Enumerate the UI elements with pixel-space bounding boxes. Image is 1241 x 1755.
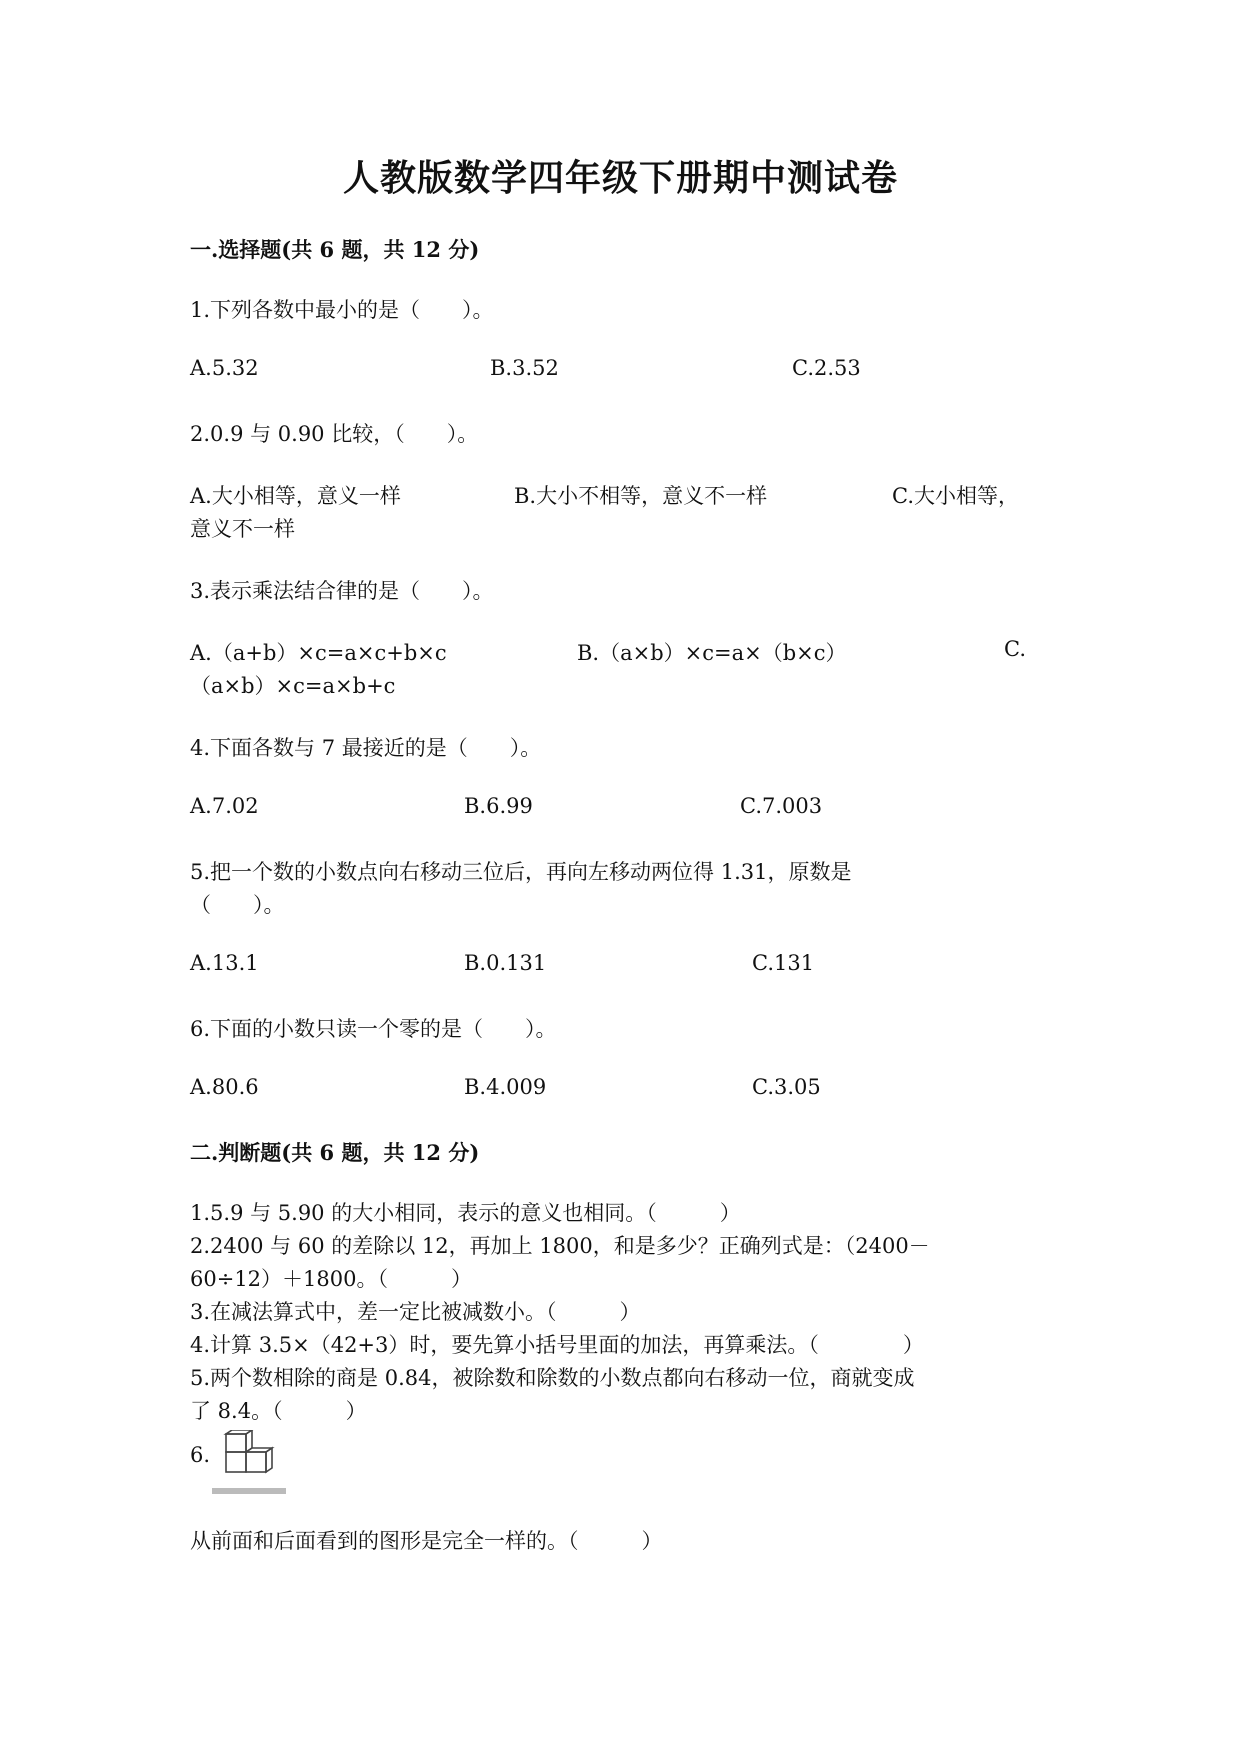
question-1-option-a: A.5.32 <box>190 356 259 380</box>
question-3-stem: 3.表示乘法结合律的是（ ）。 <box>190 579 494 603</box>
question-4-option-b: B.6.99 <box>464 794 533 818</box>
question-4-option-a: A.7.02 <box>190 794 259 818</box>
judge-line: 4.计算 3.5×（42+3）时，要先算小括号里面的加法，再算乘法。（ ） <box>190 1333 924 1357</box>
section-heading-choice: 一.选择题(共 6 题，共 12 分) <box>190 237 480 262</box>
cube-stack-icon <box>212 1430 286 1502</box>
question-4-option-c: C.7.003 <box>740 794 823 818</box>
question-3-option-a: A.（a+b）×c=a×c+b×c <box>190 641 447 665</box>
question-5-option-b: B.0.131 <box>464 951 547 975</box>
cube-stack-figure <box>212 1430 286 1502</box>
section-heading-judge: 二.判断题(共 6 题，共 12 分) <box>190 1140 480 1165</box>
page-title: 人教版数学四年级下册期中测试卷 <box>342 157 898 199</box>
judge-line: 了 8.4。（ ） <box>190 1399 367 1423</box>
question-3-option-c: C. <box>1004 637 1026 661</box>
question-2-option-c: C.大小相等， <box>892 484 1019 508</box>
judge-line: 3.在减法算式中，差一定比被减数小。（ ） <box>190 1300 641 1324</box>
question-6-option-a: A.80.6 <box>190 1075 259 1099</box>
question-2-option-c-cont: 意义不一样 <box>190 517 295 541</box>
question-1-option-c: C.2.53 <box>792 356 861 380</box>
question-6-option-b: B.4.009 <box>464 1075 547 1099</box>
judge-line: 60÷12）＋1800。（ ） <box>190 1267 472 1291</box>
question-5-option-a: A.13.1 <box>190 951 259 975</box>
judge-line: 1.5.9 与 5.90 的大小相同，表示的意义也相同。（ ） <box>190 1201 741 1225</box>
question-1-stem: 1.下列各数中最小的是（ ）。 <box>190 298 494 322</box>
question-2-option-a: A.大小相等，意义一样 <box>190 484 401 508</box>
judge-line: 5.两个数相除的商是 0.84，被除数和除数的小数点都向右移动一位，商就变成 <box>190 1366 915 1390</box>
question-5-stem: 5.把一个数的小数点向右移动三位后，再向左移动两位得 1.31，原数是 <box>190 860 852 884</box>
question-6-option-c: C.3.05 <box>752 1075 821 1099</box>
question-3-option-c-cont: （a×b）×c=a×b+c <box>190 674 396 698</box>
judge-line-6-number: 6. <box>190 1443 211 1467</box>
question-5-stem-cont: （ ）。 <box>190 893 285 917</box>
question-6-stem: 6.下面的小数只读一个零的是（ ）。 <box>190 1017 557 1041</box>
judge-line-6-text: 从前面和后面看到的图形是完全一样的。（ ） <box>190 1529 663 1553</box>
question-5-option-c: C.131 <box>752 951 815 975</box>
question-2-option-b: B.大小不相等，意义不一样 <box>514 484 768 508</box>
question-4-stem: 4.下面各数与 7 最接近的是（ ）。 <box>190 736 542 760</box>
question-3-option-b: B.（a×b）×c=a×（b×c） <box>577 641 847 665</box>
judge-line: 2.2400 与 60 的差除以 12，再加上 1800，和是多少？正确列式是：（2400－ <box>190 1234 930 1258</box>
question-1-option-b: B.3.52 <box>490 356 559 380</box>
question-2-stem: 2.0.9 与 0.90 比较，（ ）。 <box>190 422 479 446</box>
